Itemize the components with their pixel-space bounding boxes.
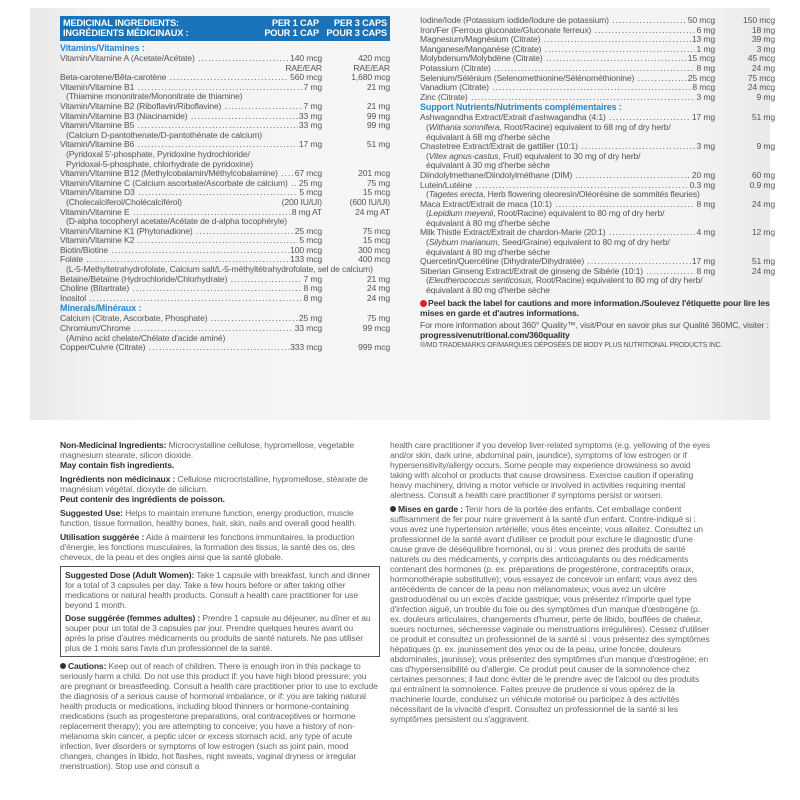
ingredient-row: [60, 54, 390, 64]
per1-value: 13 mg: [691, 34, 715, 45]
unit-row: [60, 64, 390, 74]
ingredient-label: Iron/Fer (Ferrous gluconate/Gluconate ferreux) .....: [420, 26, 695, 36]
per1-value: 33 mg: [298, 120, 322, 131]
supplement-facts-left: [60, 16, 390, 353]
header-col2-en: PER 3 CAPS: [333, 18, 387, 28]
ingredient-note: (Lepidium meyenii, Root/Racine) equivalent to 80 mg of dry herb/: [426, 208, 665, 219]
per1-value: 17 mg: [298, 139, 322, 150]
per1-value: 17 mg: [691, 256, 715, 267]
per1-value: 140 mcg: [290, 53, 322, 63]
ingredient-row: [420, 200, 775, 210]
per1-value: 25 mg: [298, 313, 322, 324]
per1-value: 6 mg: [696, 24, 715, 35]
header-col1-en: PER 1 CAP: [271, 18, 319, 28]
per1-value: 67 mcg: [294, 168, 322, 179]
label: Suggested Dose (Adult Women):: [65, 570, 195, 580]
ingredient-row: [420, 64, 775, 74]
ingredient-note: (Tagetes erecta, Herb flowering oleoresin/Oléorésine de sommités fleuries): [426, 189, 700, 200]
ingredient-label: Chastetree Extract/Extrait de gattilier (10:1) .....: [420, 142, 695, 152]
ingredient-label: Vitamin/Vitamine E .....: [60, 208, 291, 218]
per3-value: 24 mg: [366, 292, 390, 303]
fish-warning: May contain fish ingredients.: [60, 460, 175, 470]
per1-value: 100 mcg: [290, 244, 322, 255]
header-col1-fr: POUR 1 CAP: [264, 28, 319, 38]
ingredient-row: [420, 171, 775, 181]
per3-value: 400 mcg: [358, 254, 390, 265]
per3-value: 99 mcg: [362, 323, 390, 334]
per3-value: 999 mcg: [358, 342, 390, 353]
ingredient-row: [420, 16, 775, 26]
per3-value: 51 mg: [366, 139, 390, 150]
latin-name: Silybum marianum: [428, 237, 498, 248]
supplement-facts-right: [420, 16, 775, 350]
unit-per1: RAE/EAR: [285, 62, 322, 73]
ingredient-row: [420, 142, 775, 152]
ingredient-label: Vitamin/Vitamine B12 (Methylcobalamin/Méthylcobalamine) .....: [60, 169, 294, 179]
ingredient-note: (D-alpha tocopheryl acetate/Acétate de d-alpha tocophéryle): [66, 216, 287, 227]
ingredient-row: [60, 284, 390, 294]
per1-value: 8 mg: [303, 283, 322, 294]
per3-value: 9 mg: [756, 141, 775, 152]
text: Microcrystalline cellulose, hypromellose, vegetable magnesium stearate, silicon dioxide.: [60, 440, 354, 460]
ingredient-note: (Cholecalciferol/Cholécalciférol): [66, 196, 182, 207]
iu-per1: (200 IU/UI): [281, 196, 322, 207]
latin-name: Withania somnifera: [428, 121, 500, 132]
latin-name: Eleutherococcus senticosus: [428, 275, 532, 286]
per3-value: 24 mg: [751, 198, 775, 209]
ingredient-label: Folate .....: [60, 255, 289, 265]
ingredient-note: (Thiamine mononitrate/Mononitrate de thiamine): [66, 91, 243, 102]
ingredient-row: [420, 267, 775, 277]
label: Ingrédients non médicinaux :: [60, 474, 176, 484]
unit-per3: RAE/EAR: [353, 62, 390, 73]
text: Tenir hors de la portée des enfants. Cet emballage contient suffisamment de fer pour nuire gravement à la santé d'un enfant. Contre-indiqué si : vous avez une hypertension artérielle; vous êtes enceinte; vous allaitez. Consultez un professionnel de la santé avant d'utiliser ce produit pour exclure le diagnostic d'une cause grave de déséquilibre hormonal, ou si : vous prenez des produits de santé naturels ou des médicaments, y compris des anticoagulants ou des médicaments contenant des hormones (p. ex. préparations de progestérone, contraceptifs oraux, hormonothérapie substitutive); vous essayez de concevoir un enfant; vous avez des antécédents de cancer de la peau non mélanomateux; vous avez un ulcère gastroduodénal ou un excès d'acide gastrique; vous présentez n'importe quel type d'infection aiguë, un trouble du foie ou des symptômes d'un manque d'œstrogène (p. ex. douleurs articulaires, changements d'humeur, perte de libido, bouffées de chaleur, sueurs nocturnes, sécheresse vaginale ou menstruations irrégulières). Cessez d'utiliser ce produit et consultez un professionnel de la santé si : vous présentez des symptômes hépatiques (p. ex. jaunissement des yeux ou de la peau, urine foncée, douleurs abdominales, jaunisse); vous présentez des symptômes d'un manque d'œstrogène; en cas d'hypersensibilité ou d'allergie. Ce produit peut causer de la somnolence chez certaines personnes; il faut donc éviter de le prendre avec de l'alcool ou des produits qui entraînent la somnolence. Faites preuve de prudence si vous opérez de la machinerie lourde, conduisez un véhicule motorisé ou participez à des activités nécessitant de la vivacité d'esprit. Consultez un professionnel de la santé si les symptômes persistent ou s'aggravent.: [390, 504, 710, 724]
red-dot-icon: [420, 300, 427, 307]
directions-left: [60, 440, 380, 775]
per1-value: 8 mcg: [692, 82, 715, 93]
non-medicinal-en: [60, 440, 380, 470]
per1-value: 7 mg: [303, 273, 322, 284]
ingredient-label: Maca Extract/Extrait de maca (10:1) .....: [420, 200, 695, 210]
per1-value: 3 mg: [696, 141, 715, 152]
per1-value: 5 mcg: [299, 187, 322, 198]
ingredient-label: Vitamin/Vitamine A (Acetate/Acétate) .....: [60, 54, 289, 64]
per1-value: 50 mcg: [687, 15, 715, 25]
per3-value: 18 mg: [751, 24, 775, 35]
suggested-use-en: [60, 508, 380, 528]
per3-value: 21 mg: [366, 100, 390, 111]
ingredient-label: Milk Thistle Extract/Extrait de chardon-Marie (20:1) .....: [420, 228, 695, 238]
per3-value: 21 mg: [366, 81, 390, 92]
ingredient-row: [60, 208, 390, 218]
bullet-dot-icon: [60, 663, 66, 669]
per1-value: 17 mg: [691, 112, 715, 123]
directions-right: [390, 440, 710, 728]
label: Dose suggérée (femmes adultes) :: [65, 613, 201, 623]
suggested-dose-box: [60, 566, 380, 657]
ingredient-label: Vitamin/Vitamine K2 .....: [60, 236, 298, 246]
ingredient-row: [60, 324, 390, 334]
per1-value: 20 mg: [691, 169, 715, 180]
ingredient-label: Selenium/Sélénium (Selenomethionine/Sélénométhionine) .....: [420, 74, 687, 84]
per1-value: 3 mg: [696, 91, 715, 102]
note-text: , Seed/Graine) equivalent to 80 mg of dry herb/: [497, 237, 670, 248]
per3-value: 75 mcg: [747, 72, 775, 83]
ingredient-label: Magnesium/Magnésium (Citrate) .....: [420, 35, 691, 45]
ingredient-label: Chromium/Chrome .....: [60, 324, 294, 334]
per3-value: 99 mg: [366, 120, 390, 131]
per3-value: 51 mg: [751, 112, 775, 123]
note-text: , Root/Racine) equivalent to 68 mg of dry herb/: [499, 121, 671, 132]
ingredient-row: [420, 228, 775, 238]
latin-name: Vitex agnus-castus: [428, 150, 499, 161]
per1-value: 8 mg: [303, 292, 322, 303]
ingredient-row: [60, 179, 390, 189]
ingredient-note: (Amino acid chelate/Chélate d'acide aminé): [66, 332, 226, 343]
per1-value: 8 mg AT: [291, 206, 322, 217]
ingredient-label: Siberian Ginseng Extract/Extrait de ginseng de Sibérie (10:1) .....: [420, 267, 695, 277]
more-info: [420, 320, 775, 340]
ingredient-label: Vitamin/Vitamine K1 (Phytonadione) .....: [60, 227, 294, 237]
latin-name: Tagetes erecta: [428, 189, 484, 200]
header-title-fr: INGRÉDIENTS MÉDICINAUX :: [63, 28, 189, 38]
text: Keep out of reach of children. There is enough iron in this package to seriously harm a child. Do not use this product if: you have high blood pressure; you are pregnant or breastfeeding. Consult a health care practitioner prior to use to exclude the diagnosis of a serious cause of hormonal imbalance, or if: you are taking natural health products or medications, including blood thinners or hormone-containing medications (such as progesterone preparations, oral contraceptives or hormone replacement therapy); you are attempting to conceive; you have a history of non-melanoma skin cancer, a peptic ulcer or excess stomach acid, any type of acute infection, liver disorders or symptoms of low estrogen (such as joint pain, mood changes, changes in libido, hot flashes, night sweats, vaginal dryness or irregular menstruation). Stop use and consult a: [60, 661, 378, 771]
ingredient-row: [420, 181, 775, 191]
ingredient-label: Zinc (Citrate) .....: [420, 93, 695, 103]
ingredient-note: équivalant à 80 mg d'herbe sèche: [426, 217, 550, 228]
ingredient-label: Inositol .....: [60, 294, 302, 304]
section-heading-support: Support Nutrients/Nutriments complémentaires :: [420, 102, 622, 113]
ingredient-label: Vitamin/Vitamine B3 (Niacinamide) .....: [60, 112, 298, 122]
note-text: , Root/Racine) equivalent to 80 mg of dry herb/: [531, 275, 703, 286]
ingredient-note: équivalant à 80 mg d'herbe sèche: [426, 285, 550, 296]
ingredient-note: équivalant à 30 mg d'herbe sèche: [426, 160, 550, 171]
per3-value: 75 mg: [366, 313, 390, 324]
label: Mises en garde :: [398, 504, 463, 514]
ingredient-label: Copper/Cuivre (Citrate) .....: [60, 343, 289, 353]
ingredient-label: Diindolylmethane/Diindolylméthane (DIM) .....: [420, 171, 691, 181]
ingredient-row: [60, 314, 390, 324]
text: Helps to maintain immune function, energy production, muscle function, tissue formation, healthy bones, hair, skin, nails and overall good health.: [60, 508, 357, 528]
per1-value: 8 mg: [696, 198, 715, 209]
ingredient-label: Vitamin/Vitamine C (Calcium ascorbate/Ascorbate de calcium) .....: [60, 179, 298, 189]
per1-value: 1 mg: [696, 43, 715, 54]
ingredient-label: Betaine/Bétaïne (Hydrochloride/Chlorhydrate) .....: [60, 275, 302, 285]
ingredient-row: [60, 169, 390, 179]
ingredient-label: Biotin/Biotine .....: [60, 246, 289, 256]
ingredient-row: [60, 83, 390, 93]
table-header: [60, 16, 390, 41]
per1-value: 333 mcg: [290, 342, 322, 353]
per3-value: 150 mcg: [743, 15, 775, 25]
label: Non-Medicinal Ingredients:: [60, 440, 167, 450]
section-heading-vitamins: Vitamins/Vitamines :: [60, 43, 145, 53]
ingredient-label: Iodine/Iode (Potassium iodide/Iodure de potassium) .....: [420, 16, 687, 26]
ingredient-note: (Pyridoxal 5'-phosphate, Pyridoxine hydrochloride/: [66, 148, 250, 159]
text: Aide à maintenir les fonctions immunitaires, la production d'énergie, les fonctions musculaires, la formation des tissus, la santé des os, des cheveux, de la peau et des ongles ainsi que la santé globale.: [60, 532, 355, 562]
non-medicinal-fr: [60, 474, 380, 504]
iu-per3: (600 IU/UI): [349, 196, 390, 207]
ingredient-row: [60, 227, 390, 237]
latin-name: Lepidium meyenii: [428, 208, 494, 219]
ingredient-row: [60, 294, 390, 304]
per1-value: 560 mcg: [290, 72, 322, 83]
per3-value: 9 mg: [756, 91, 775, 102]
per3-value: 0.9 mg: [749, 179, 775, 190]
text: Prendre 1 capsule au déjeuner, au dîner et au souper pour un total de 3 capsules par jour. Prendre quelques heures avant ou après la prise d'autres médicaments ou produits de santé naturels. Ne pas utiliser plus de 1 mois sans l'avis d'un professionnel de la santé.: [65, 613, 371, 653]
per1-value: 8 mg: [696, 265, 715, 276]
ingredient-label: Beta-carotene/Bêta-carotène .....: [60, 73, 289, 83]
quality-url-link[interactable]: progressivenutritional.com/360quality: [420, 329, 570, 340]
per3-value: 45 mcg: [747, 53, 775, 64]
per1-value: 15 mcg: [687, 53, 715, 64]
note-text: , Herb flowering oleoresin/Oléorésine de sommités fleuries): [483, 189, 700, 200]
ingredient-note: (Eleutherococcus senticosus, Root/Racine) equivalent to 80 mg of dry herb/: [426, 275, 703, 286]
trademark-notice: ®/MD TRADEMARKS OF/MARQUES DÉPOSÉES DE BODY PLUS NUTRITIONAL PRODUCTS INC.: [420, 341, 723, 349]
ingredient-label: Vitamin/Vitamine B2 (Riboflavin/Riboflavine) .....: [60, 102, 302, 112]
ingredient-note: Pyridoxal-5-phosphate, chlorhydrate de pyridoxine): [66, 158, 253, 169]
ingredient-label: Ashwagandha Extract/Extrait d'ashwagandha (4:1) .....: [420, 113, 691, 123]
per1-value: 7 mg: [303, 81, 322, 92]
cautions-en: [60, 661, 380, 771]
per1-value: 7 mg: [303, 100, 322, 111]
ingredient-row: [60, 343, 390, 353]
ingredient-row: [60, 73, 390, 83]
more-info-text: For more information about 360° Quality™, visit/Pour en savoir plus sur Qualité 360MC, visiter :: [420, 319, 769, 330]
ingredient-label: Vanadium (Citrate) .....: [420, 83, 691, 93]
per3-value: 12 mg: [751, 227, 775, 238]
ingredient-note: équivalant à 68 mg d'herbe sèche: [426, 131, 550, 142]
cautions-fr: [390, 504, 710, 724]
cautions-en-continued: health care practitioner if you develop liver-related symptoms (e.g. yellowing of the eyes and/or skin, dark urine, abdominal pain, jaundice), symptoms of low estrogen or if hypersensitivity/allergy occurs. Some people may experience drowsiness so avoid taking with alcohol or products that cause drowsiness. Exercise caution if operating heavy machinery, driving a motor vehicle or involved in activities requiring mental alertness. Consult a health care practitioner if symptoms persist or worsen.: [390, 440, 710, 500]
suggested-use-fr: [60, 532, 380, 562]
ingredient-row: [420, 26, 775, 36]
per1-value: 4 mg: [696, 227, 715, 238]
ingredient-note: (Withania somnifera, Root/Racine) equivalent to 68 mg of dry herb/: [426, 121, 671, 132]
ingredient-row: [60, 102, 390, 112]
dose-en: [65, 570, 375, 610]
bullet-dot-icon: [390, 506, 396, 512]
per1-value: 25 mg: [298, 177, 322, 188]
per1-value: 33 mg: [298, 110, 322, 121]
per1-value: 0.3 mg: [689, 179, 715, 190]
header-title-en: MEDICINAL INGREDIENTS:: [63, 18, 179, 28]
per3-value: 60 mg: [751, 169, 775, 180]
per1-value: 133 mcg: [290, 254, 322, 265]
per1-value: 25 mcg: [294, 225, 322, 236]
label: Suggested Use:: [60, 508, 123, 518]
per3-value: 75 mcg: [362, 225, 390, 236]
ingredient-row: [420, 54, 775, 64]
ingredient-row: [60, 246, 390, 256]
ingredient-note: (Calcium D-pantothenate/D-pantothénate de calcium): [66, 129, 262, 140]
per3-value: 24 mg AT: [355, 206, 390, 217]
ingredient-label: Molybdenum/Molybdène (Citrate) .....: [420, 54, 687, 64]
ingredient-label: Potassium (Citrate) .....: [420, 64, 695, 74]
header-col2-fr: POUR 3 CAPS: [326, 28, 387, 38]
ingredient-note: (Vitex agnus-castus, Fruit) equivalent to 30 mg of dry herb/: [426, 150, 641, 161]
per3-value: 39 mg: [751, 34, 775, 45]
ingredient-row: [420, 113, 775, 123]
per3-value: 24 mg: [751, 265, 775, 276]
per1-value: 33 mcg: [294, 323, 322, 334]
ingredient-row: [420, 93, 775, 103]
ingredient-row: [420, 83, 775, 93]
ingredient-label: Vitamin/Vitamine D3 .....: [60, 188, 298, 198]
per3-value: 75 mg: [366, 177, 390, 188]
ingredient-row: [60, 121, 390, 131]
ingredient-label: Manganese/Manganèse (Citrate) .....: [420, 45, 695, 55]
per3-value: 15 mcg: [362, 235, 390, 246]
ingredient-note: équivalant à 80 mg d'herbe sèche: [426, 246, 550, 257]
ingredient-note: (L-5-Methyltetrahydrofolate, Calcium salt/L-5-méthyltétrahydrofolate, sel de calcium): [66, 264, 373, 275]
note-text: , Fruit) equivalent to 30 mg of dry herb/: [498, 150, 641, 161]
ingredient-label: Vitamin/Vitamine B1 .....: [60, 83, 302, 93]
ingredient-row: [60, 188, 390, 198]
ingredient-label: Vitamin/Vitamine B5 .....: [60, 121, 298, 131]
per3-value: 21 mg: [366, 273, 390, 284]
ingredient-note: (Silybum marianum, Seed/Graine) equivalent to 80 mg of dry herb/: [426, 237, 670, 248]
ingredient-row: [60, 140, 390, 150]
per1-value: 8 mg: [696, 62, 715, 73]
ingredient-label: Calcium (Citrate, Ascorbate, Phosphate) .....: [60, 314, 298, 324]
ingredient-row: [420, 45, 775, 55]
label: Cautions:: [68, 661, 107, 671]
ingredient-label: Vitamin/Vitamine B6 .....: [60, 140, 298, 150]
peel-back-notice: [420, 298, 775, 318]
note-text: , Root/Racine) equivalent to 80 mg of dry herb/: [493, 208, 665, 219]
fish-warning: Peut contenir des ingrédients de poisson.: [60, 494, 225, 504]
per3-value: 1,680 mcg: [351, 72, 390, 83]
text: Take 1 capsule with breakfast, lunch and dinner for a total of 3 capsules per day. Take a few hours before or after taking other medications or natural health products. Consult a health care practitioner for use beyond 1 month.: [65, 570, 371, 610]
ingredient-label: Choline (Bitartrate) .....: [60, 284, 302, 294]
ingredient-row: [420, 74, 775, 84]
section-heading-minerals: Minerals/Minéraux :: [60, 303, 142, 314]
ingredient-row: [420, 257, 775, 267]
per1-value: 5 mcg: [299, 235, 322, 246]
text: Cellulose microcristalline, hypromellose, stéarate de magnésium végétal, dioxyde de silicium.: [60, 474, 368, 494]
per3-value: 24 mcg: [747, 82, 775, 93]
ingredient-row: [60, 236, 390, 246]
ingredient-label: Lutein/Lutéine .....: [420, 181, 689, 191]
per3-value: 24 mg: [366, 283, 390, 294]
label: Utilisation suggérée :: [60, 532, 145, 542]
per1-value: 25 mcg: [687, 72, 715, 83]
per3-value: 99 mg: [366, 110, 390, 121]
dose-fr: [65, 613, 375, 653]
ingredient-row: [60, 275, 390, 285]
per3-value: 420 mcg: [358, 53, 390, 63]
per3-value: 3 mg: [756, 43, 775, 54]
per3-value: 300 mcg: [358, 244, 390, 255]
per3-value: 24 mg: [751, 62, 775, 73]
per3-value: 51 mg: [751, 256, 775, 267]
peel-text: Peel back the label for cautions and more information./Soulevez l'étiquette pour lire les mises en garde et d'autres informations.: [420, 297, 770, 318]
ingredient-row: [420, 35, 775, 45]
ingredient-row: [60, 112, 390, 122]
per3-value: 201 mcg: [358, 168, 390, 179]
ingredient-note-row: [60, 198, 390, 208]
per3-value: 15 mcg: [362, 187, 390, 198]
ingredient-label: Quercetin/Quercétine (Dihydrate/Dihydratée) .....: [420, 257, 691, 267]
